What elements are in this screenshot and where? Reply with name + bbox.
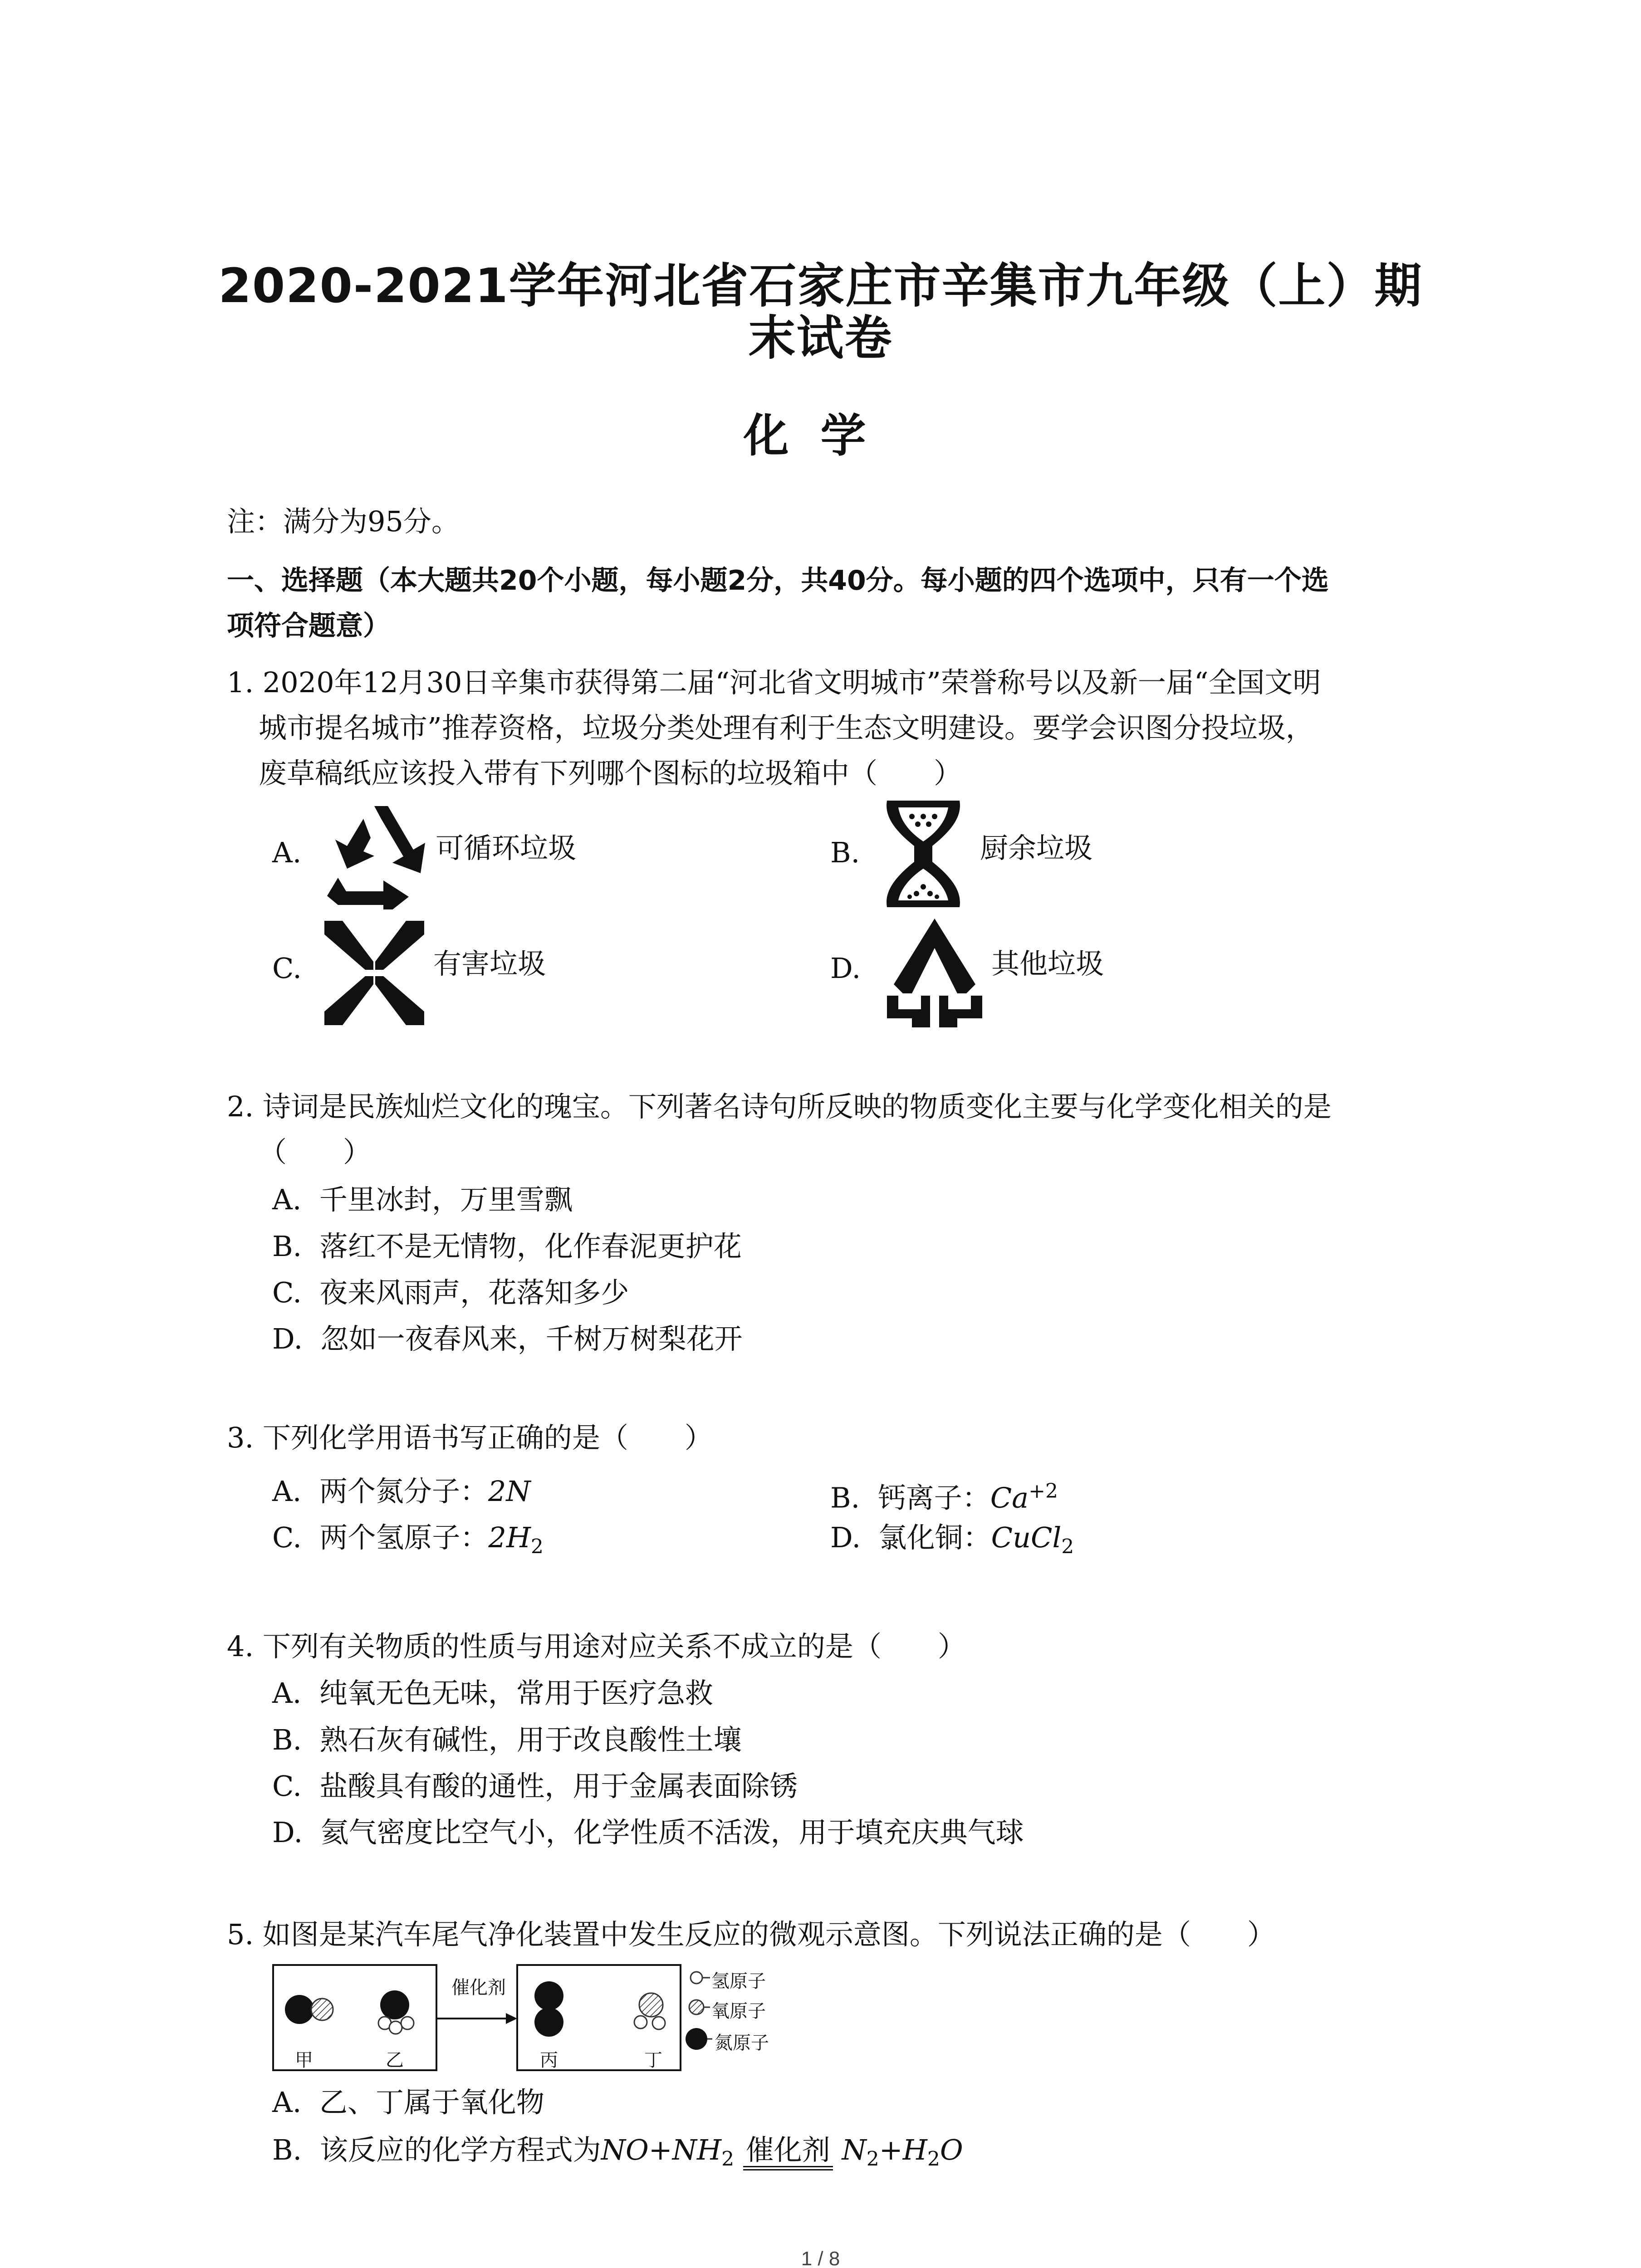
q3-option-d-formula: CuCl (991, 1521, 1062, 1554)
recycle-icon (320, 801, 429, 909)
q3-option-a-formula: 2N (488, 1475, 531, 1508)
q3-option-c-subscript: 2 (530, 1535, 544, 1559)
q2-option-a (272, 1182, 573, 1218)
q2-option-b-text: 落红不是无情物，化作春泥更护花 (319, 1230, 742, 1263)
q5-option-a-key: A. (272, 2086, 302, 2119)
page-number: 1 / 8 (801, 2248, 840, 2268)
q3-option-d-text: 氯化铜： (878, 1521, 991, 1554)
q4-option-c-key: C. (272, 1769, 302, 1803)
q4-option-d-key: D. (272, 1816, 303, 1849)
q1-option-a-label: 可循环垃圾 (436, 831, 577, 865)
q4-option-a-key: A. (272, 1677, 302, 1710)
legend-hydrogen: 氢原子 (711, 1971, 766, 1991)
q2-option-d-text: 忽如一夜春风来，千树万树梨花开 (320, 1322, 743, 1355)
q3-option-d (830, 1520, 1074, 1565)
q2-option-d-key: D. (272, 1322, 303, 1355)
q1-option-c-label: 有害垃圾 (433, 947, 546, 980)
q1-option-d-label: 其他垃圾 (991, 947, 1104, 980)
q3-stem: 3. 下列化学用语书写正确的是（ ） (227, 1421, 713, 1454)
equation-product-o: O (940, 2133, 963, 2166)
q4-option-c-text: 盐酸具有酸的通性，用于金属表面除锈 (319, 1769, 798, 1803)
equation-product-h-subscript: 2 (927, 2147, 940, 2171)
q3-option-b-key: B. (830, 1481, 860, 1515)
q3-option-a-text: 两个氮分子： (319, 1475, 488, 1508)
reaction-diagram-graphic (272, 1964, 953, 2073)
equation-product-h: +H (879, 2133, 927, 2166)
molecule-label-yi: 乙 (386, 2050, 404, 2070)
q1-stem-line3: 废草稿纸应该投入带有下列哪个图标的垃圾箱中（ ） (259, 757, 962, 790)
q1-option-d-key: D. (830, 952, 861, 985)
q5-option-b (272, 2132, 963, 2177)
q2-option-d (272, 1321, 743, 1357)
section-heading-line1: 一、选择题（本大题共20个小题，每小题2分，共40分。每小题的四个选项中，只有一个选 (227, 565, 1329, 596)
q1-option-a-key: A. (272, 836, 302, 869)
q3-option-a-key: A. (272, 1475, 302, 1508)
kitchen-waste-icon (878, 796, 969, 912)
equation-reactants: NO+NH (601, 2133, 722, 2166)
q3-option-c-key: C. (272, 1521, 302, 1554)
q4-option-b-text: 熟石灰有碱性，用于改良酸性土壤 (319, 1723, 742, 1756)
section-heading-line2: 项符合题意） (227, 610, 390, 642)
q4-option-d-text: 氦气密度比空气小，化学性质不活泼，用于填充庆典气球 (320, 1816, 1024, 1849)
q3-option-b-formula: Ca (990, 1481, 1029, 1515)
q4-option-d (272, 1814, 1024, 1851)
legend-oxygen: 氧原子 (711, 2001, 766, 2021)
q3-option-b (830, 1473, 1058, 1516)
q2-option-c-key: C. (272, 1276, 302, 1309)
catalyst-label: 催化剂 (451, 1978, 506, 1998)
q1-stem-line1: 1. 2020年12月30日辛集市获得第二届“河北省文明城市”荣誉称号以及新一届“全国文明 (227, 666, 1321, 699)
q2-option-a-key: A. (272, 1183, 302, 1216)
q5-reaction-diagram (272, 1964, 953, 2073)
q2-option-a-text: 千里冰封，万里雪飘 (319, 1183, 573, 1216)
page-title-line2: 末试卷 (748, 310, 893, 366)
equation-condition: 催化剂 (743, 2134, 833, 2170)
q4-option-b (272, 1722, 742, 1758)
q5-stem: 5. 如图是某汽车尾气净化装置中发生反应的微观示意图。下列说法正确的是（ ） (227, 1918, 1275, 1951)
q2-option-b-key: B. (272, 1230, 302, 1263)
q3-option-c-formula: 2H (488, 1521, 531, 1554)
q1-option-b-key: B. (830, 836, 860, 869)
q3-option-b-text: 钙离子： (877, 1481, 990, 1515)
q1-option-c-key: C. (272, 952, 302, 985)
q3-option-a (272, 1473, 531, 1510)
q1-option-b-label: 厨余垃圾 (980, 831, 1093, 865)
equation-reactant-subscript: 2 (721, 2147, 735, 2171)
q4-option-b-key: B. (272, 1723, 302, 1756)
score-note: 注：满分为95分。 (227, 505, 460, 538)
q2-option-c-text: 夜来风雨声，花落知多少 (319, 1276, 629, 1309)
q4-stem: 4. 下列有关物质的性质与用途对应关系不成立的是（ ） (227, 1630, 966, 1663)
equation-product-n: N (842, 2133, 867, 2166)
legend-nitrogen: 氮原子 (715, 2033, 769, 2053)
other-waste-icon (885, 916, 985, 1030)
q3-option-b-charge: +2 (1029, 1480, 1058, 1503)
q4-option-c (272, 1768, 798, 1804)
equation-product-n-subscript: 2 (866, 2147, 879, 2171)
q4-option-a (272, 1675, 713, 1711)
q5-option-b-text: 该反应的化学方程式为 (319, 2133, 601, 2166)
q1-stem-line2: 城市提名城市”推荐资格，垃圾分类处理有利于生态文明建设。要学会识图分投垃圾， (259, 711, 1314, 744)
page-title-line1: 2020-2021学年河北省石家庄市辛集市九年级（上）期 (218, 258, 1423, 313)
q5-option-b-key: B. (272, 2133, 302, 2166)
q4-option-a-text: 纯氧无色无味，常用于医疗急救 (319, 1677, 713, 1710)
q5-option-a (272, 2084, 544, 2121)
q2-option-c (272, 1275, 629, 1311)
molecule-label-jia: 甲 (295, 2050, 313, 2070)
molecule-label-bing: 丙 (540, 2050, 558, 2070)
q3-option-c-text: 两个氢原子： (319, 1521, 489, 1554)
q2-stem-line2: （ ） (259, 1135, 372, 1168)
molecule-label-ding: 丁 (644, 2050, 662, 2070)
subject-title: 化学 (743, 409, 898, 462)
hazardous-waste-icon (320, 916, 429, 1030)
q2-option-b (272, 1228, 742, 1265)
q3-option-c (272, 1520, 544, 1565)
q3-option-d-subscript: 2 (1061, 1535, 1074, 1559)
q5-option-a-text: 乙、丁属于氧化物 (319, 2086, 544, 2119)
q2-stem-line1: 2. 诗词是民族灿烂文化的瑰宝。下列著名诗句所反映的物质变化主要与化学变化相关的是 (227, 1090, 1332, 1123)
q3-option-d-key: D. (830, 1521, 861, 1554)
